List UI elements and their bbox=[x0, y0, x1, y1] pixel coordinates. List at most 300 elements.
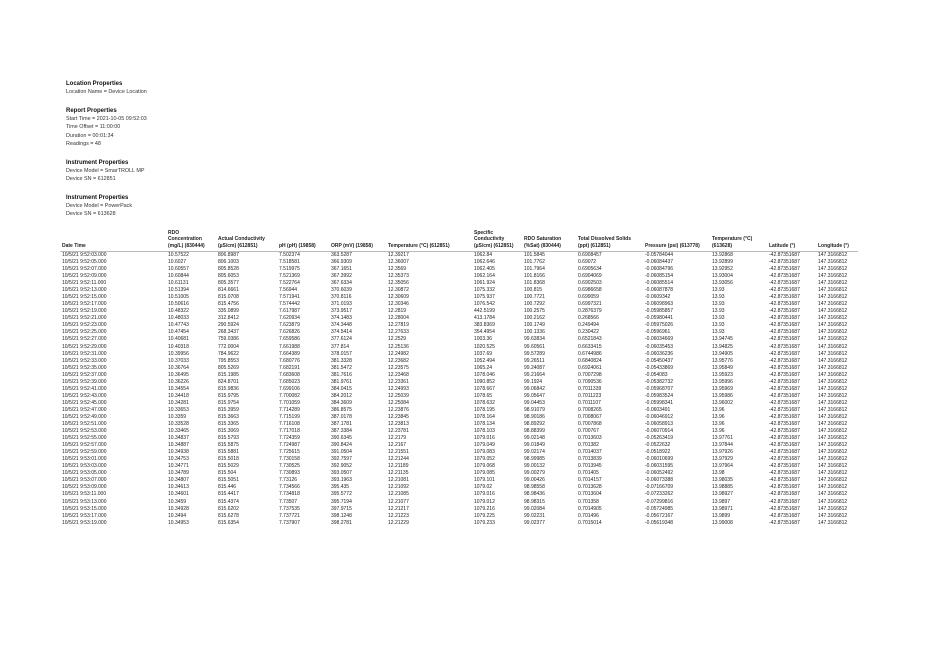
table-cell: 384.0415 bbox=[331, 385, 352, 392]
table-cell: 13.92952 bbox=[712, 265, 733, 272]
table-row bbox=[60, 449, 858, 456]
table-cell: 12.2529 bbox=[388, 336, 407, 343]
table-cell: 100.2162 bbox=[524, 315, 545, 322]
table-cell: -0.06052492 bbox=[645, 470, 674, 477]
section-title: Location Properties bbox=[66, 81, 123, 87]
table-cell: 10.34789 bbox=[168, 470, 189, 477]
table-cell: -42.87351687 bbox=[769, 336, 800, 343]
table-cell: 147.3166812 bbox=[818, 350, 848, 357]
table-cell: 7.664389 bbox=[279, 350, 300, 357]
table-cell: 12.2819 bbox=[388, 308, 407, 315]
table-cell: 98.98315 bbox=[524, 498, 545, 505]
table-cell: 1078.632 bbox=[474, 399, 495, 406]
table-cell: 370.6039 bbox=[331, 287, 352, 294]
table-row bbox=[60, 315, 858, 322]
table-cell: 99.02377 bbox=[524, 519, 545, 526]
table-cell: 10.47743 bbox=[168, 322, 189, 329]
table-cell: 10.39956 bbox=[168, 350, 189, 357]
table-cell: 147.3166812 bbox=[818, 406, 848, 413]
table-cell: -42.87351687 bbox=[769, 350, 800, 357]
table-cell: 1052.494 bbox=[474, 357, 495, 364]
table-cell: 815.0708 bbox=[218, 294, 239, 301]
table-cell: 13.97929 bbox=[712, 456, 733, 463]
table-cell: 0.268566 bbox=[578, 315, 599, 322]
table-cell: 10.36764 bbox=[168, 364, 189, 371]
table-row bbox=[60, 442, 858, 449]
table-cell: 1079.085 bbox=[474, 470, 495, 477]
table-cell: 99.24087 bbox=[524, 364, 545, 371]
table-cell: 10/5/21 9:52:31.000 bbox=[62, 350, 107, 357]
table-cell: 147.3166812 bbox=[818, 428, 848, 435]
table-cell: 13.93056 bbox=[712, 280, 733, 287]
table-cell: -0.05975026 bbox=[645, 322, 674, 329]
table-cell: 10.34807 bbox=[168, 477, 189, 484]
table-cell: 7.680776 bbox=[279, 357, 300, 364]
table-row bbox=[60, 251, 858, 259]
table-cell: 10.34753 bbox=[168, 456, 189, 463]
table-cell: 10.40681 bbox=[168, 336, 189, 343]
table-cell: 10.48033 bbox=[168, 315, 189, 322]
table-cell: 367.3992 bbox=[331, 273, 352, 280]
table-cell: 7.700082 bbox=[279, 392, 300, 399]
table-cell: 10.40318 bbox=[168, 343, 189, 350]
table-cell: 99.26511 bbox=[524, 357, 545, 364]
table-cell: 10/5/21 9:52:27.000 bbox=[62, 336, 107, 343]
table-cell: 12.27633 bbox=[388, 329, 409, 336]
table-row bbox=[60, 308, 858, 315]
table-cell: 815.9754 bbox=[218, 399, 239, 406]
table-cell: -42.87351687 bbox=[769, 456, 800, 463]
table-cell: 12.21092 bbox=[388, 484, 409, 491]
table-cell: 10/5/21 9:52:45.000 bbox=[62, 399, 107, 406]
table-cell: 363.5287 bbox=[331, 251, 352, 258]
table-row bbox=[60, 273, 858, 280]
table-row bbox=[60, 477, 858, 484]
table-cell: 12.21223 bbox=[388, 512, 409, 519]
table-cell: 7.682191 bbox=[279, 364, 300, 371]
property-line: Time Offset = 11:00:00 bbox=[66, 124, 121, 130]
table-row bbox=[60, 463, 858, 470]
table-cell: -0.06031595 bbox=[645, 463, 674, 470]
table-cell: 384.2012 bbox=[331, 392, 352, 399]
table-cell: 13.95849 bbox=[712, 364, 733, 371]
property-section bbox=[66, 194, 366, 219]
table-row bbox=[60, 287, 858, 294]
table-cell: 13.9897 bbox=[712, 498, 731, 505]
table-cell: 0.6521843 bbox=[578, 336, 602, 343]
table-cell: 13.96002 bbox=[712, 399, 733, 406]
table-cell: 10/5/21 9:52:59.000 bbox=[62, 449, 107, 456]
table-row bbox=[60, 322, 858, 329]
table-cell: 7.685023 bbox=[279, 378, 300, 385]
table-cell: 13.96 bbox=[712, 406, 725, 413]
table-cell: 147.3166812 bbox=[818, 399, 848, 406]
table-cell: 13.95969 bbox=[712, 385, 733, 392]
table-cell: 147.3166812 bbox=[818, 336, 848, 343]
readings-table bbox=[60, 230, 858, 527]
table-cell: 99.02084 bbox=[524, 505, 545, 512]
table-cell: 1062.164 bbox=[474, 273, 495, 280]
table-cell: -0.05998341 bbox=[645, 399, 674, 406]
table-cell: 99.00132 bbox=[524, 463, 545, 470]
table-cell: -42.87351687 bbox=[769, 449, 800, 456]
table-cell: 0.7013839 bbox=[578, 456, 602, 463]
table-row bbox=[60, 428, 858, 435]
table-cell: 10/5/21 9:52:17.000 bbox=[62, 301, 107, 308]
table-cell: 12.30346 bbox=[388, 301, 409, 308]
table-cell: 12.23845 bbox=[388, 413, 409, 420]
table-cell: -0.0596961 bbox=[645, 329, 671, 336]
table-cell: 815.5018 bbox=[218, 456, 239, 463]
table-cell: -42.87351687 bbox=[769, 470, 800, 477]
table-cell: 1078.195 bbox=[474, 406, 495, 413]
table-cell: 0.7013603 bbox=[578, 435, 602, 442]
table-cell: -0.06085154 bbox=[645, 273, 674, 280]
table-cell: -42.87351687 bbox=[769, 505, 800, 512]
table-cell: 12.21244 bbox=[388, 456, 409, 463]
table-cell: 13.93 bbox=[712, 322, 725, 329]
table-row bbox=[60, 393, 858, 400]
table-cell: 99.63834 bbox=[524, 336, 545, 343]
table-cell: -0.06070914 bbox=[645, 428, 674, 435]
table-cell: 805.6053 bbox=[218, 273, 239, 280]
table-cell: 0.6902503 bbox=[578, 280, 602, 287]
table-cell: 390.6345 bbox=[331, 435, 352, 442]
table-cell: 147.3166812 bbox=[818, 413, 848, 420]
table-cell: 0.7011107 bbox=[578, 399, 601, 406]
table-cell: 815.504 bbox=[218, 470, 237, 477]
table-cell: 147.3166812 bbox=[818, 449, 848, 456]
table-cell: -42.87351687 bbox=[769, 308, 800, 315]
table-cell: 99.04453 bbox=[524, 399, 545, 406]
table-cell: 12.23468 bbox=[388, 371, 409, 378]
table-cell: 1078.103 bbox=[474, 428, 495, 435]
table-row bbox=[60, 421, 858, 428]
table-cell: 13.94825 bbox=[712, 343, 733, 350]
table-row bbox=[60, 470, 858, 477]
table-cell: -42.87351687 bbox=[769, 435, 800, 442]
table-cell: 10.33528 bbox=[168, 421, 189, 428]
table-cell: 1079.049 bbox=[474, 442, 495, 449]
table-cell: 0.6924061 bbox=[578, 364, 602, 371]
column-header: Date Time bbox=[60, 230, 166, 251]
table-cell: 373.9517 bbox=[331, 308, 352, 315]
table-cell: 1061.924 bbox=[474, 280, 495, 287]
table-cell: 12.3569 bbox=[388, 265, 407, 272]
table-cell: 147.3166812 bbox=[818, 484, 848, 491]
table-cell: -42.87351687 bbox=[769, 251, 800, 258]
column-header: Actual Conductivity (µS/cm) (612851) bbox=[216, 230, 277, 251]
table-cell: 100.815 bbox=[524, 287, 543, 294]
table-cell: 10.34281 bbox=[168, 399, 189, 406]
table-cell: 1065.24 bbox=[474, 364, 493, 371]
table-cell: 13.94745 bbox=[712, 336, 733, 343]
table-cell: 13.98885 bbox=[712, 484, 733, 491]
report-properties bbox=[66, 80, 366, 229]
table-cell: -0.05382732 bbox=[645, 378, 674, 385]
table-cell: 12.30872 bbox=[388, 287, 409, 294]
table-cell: 7.73507 bbox=[279, 498, 298, 505]
table-cell: 381.5472 bbox=[331, 364, 352, 371]
table-row bbox=[60, 484, 858, 491]
table-cell: 371.0193 bbox=[331, 301, 352, 308]
table-cell: 10/5/21 9:53:05.000 bbox=[62, 470, 107, 477]
table-cell: -0.07299816 bbox=[645, 498, 674, 505]
table-cell: 0.230422 bbox=[578, 329, 599, 336]
table-cell: 0.6997321 bbox=[578, 301, 602, 308]
table-cell: 12.28004 bbox=[388, 315, 409, 322]
table-cell: 0.7008265 bbox=[578, 406, 602, 413]
section-title: Instrument Properties bbox=[66, 159, 129, 166]
table-cell: 13.95923 bbox=[712, 371, 733, 378]
table-cell: -0.05433869 bbox=[645, 364, 674, 371]
table-cell: -0.05619348 bbox=[645, 519, 674, 526]
table-cell: 7.734818 bbox=[279, 491, 300, 498]
table-cell: -42.87351687 bbox=[769, 265, 800, 272]
table-cell: 442.5199 bbox=[474, 308, 495, 315]
table-cell: -0.06073388 bbox=[645, 477, 674, 484]
table-cell: 12.21085 bbox=[388, 491, 409, 498]
table-cell: 7.522764 bbox=[279, 280, 300, 287]
table-cell: 147.3166812 bbox=[818, 301, 848, 308]
property-line: Start Time = 2021-10-05 09:52:03 bbox=[66, 115, 147, 122]
table-cell: 10.34554 bbox=[168, 385, 189, 392]
table-cell: 147.3166812 bbox=[818, 470, 848, 477]
table-cell: 101.8166 bbox=[524, 273, 545, 280]
table-cell: 7.617987 bbox=[279, 308, 300, 315]
table-cell: 378.0157 bbox=[331, 350, 352, 357]
table-cell: 10.34418 bbox=[168, 392, 189, 399]
table-row bbox=[60, 266, 858, 273]
table-cell: 12.25039 bbox=[388, 392, 409, 399]
table-cell: 12.23876 bbox=[388, 406, 409, 413]
table-cell: 10/5/21 9:52:43.000 bbox=[62, 392, 107, 399]
table-cell: 7.502374 bbox=[279, 251, 300, 258]
table-cell: 815.3663 bbox=[218, 413, 239, 420]
table-cell: 147.3166812 bbox=[818, 265, 848, 272]
table-cell: 374.1483 bbox=[331, 315, 352, 322]
table-cell: 7.701059 bbox=[279, 399, 300, 406]
table-cell: 99.02148 bbox=[524, 435, 545, 442]
table-cell: 0.6840824 bbox=[578, 357, 602, 364]
table-cell: 395.7194 bbox=[331, 498, 352, 505]
table-row bbox=[60, 301, 858, 308]
table-cell: 7.683608 bbox=[279, 371, 300, 378]
table-cell: 12.30609 bbox=[388, 294, 409, 301]
table-row bbox=[60, 365, 858, 372]
table-cell: -42.87351687 bbox=[769, 322, 800, 329]
table-cell: 12.35056 bbox=[388, 280, 409, 287]
table-cell: 98.98558 bbox=[524, 484, 545, 491]
table-cell: 0.7007868 bbox=[578, 421, 602, 428]
table-cell: 7.715199 bbox=[279, 413, 300, 420]
table-cell: 7.734566 bbox=[279, 484, 300, 491]
table-cell: -42.87351687 bbox=[769, 294, 800, 301]
table-cell: -42.87351687 bbox=[769, 301, 800, 308]
table-cell: 7.724987 bbox=[279, 442, 300, 449]
table-cell: 387.3384 bbox=[331, 428, 352, 435]
table-cell: -42.87351687 bbox=[769, 287, 800, 294]
table-cell: 815.5881 bbox=[218, 449, 239, 456]
table-cell: 147.3166812 bbox=[818, 456, 848, 463]
table-cell: 99.06842 bbox=[524, 385, 545, 392]
property-line: Device Model = PowerPack bbox=[66, 202, 133, 209]
table-cell: 1079.016 bbox=[474, 491, 495, 498]
table-cell: 290.5924 bbox=[218, 322, 239, 329]
table-cell: 147.3166812 bbox=[818, 477, 848, 484]
table-cell: 13.94905 bbox=[712, 350, 733, 357]
table-cell: 147.3166812 bbox=[818, 364, 848, 371]
table-cell: 1078.667 bbox=[474, 385, 495, 392]
table-cell: 13.95996 bbox=[712, 378, 733, 385]
table-cell: 0.249494 bbox=[578, 322, 599, 329]
column-header: Specific Conductivity (µS/cm) (612851) bbox=[472, 230, 522, 251]
table-cell: -42.87351687 bbox=[769, 484, 800, 491]
table-cell: 1037.69 bbox=[474, 350, 493, 357]
table-cell: 381.7616 bbox=[331, 371, 352, 378]
table-row bbox=[60, 358, 858, 365]
table-cell: 10.3494 bbox=[168, 512, 187, 519]
table-cell: 383.8369 bbox=[474, 322, 495, 329]
table-cell: -42.87351687 bbox=[769, 512, 800, 519]
table-cell: 147.3166812 bbox=[818, 287, 848, 294]
table-cell: 0.7011223 bbox=[578, 392, 602, 399]
table-cell: 7.56944 bbox=[279, 287, 298, 294]
table-cell: 147.3166812 bbox=[818, 258, 848, 265]
section-title: Report Properties bbox=[66, 107, 117, 114]
table-cell: 13.96 bbox=[712, 428, 725, 435]
table-cell: 1079.225 bbox=[474, 512, 495, 519]
table-cell: 815.3959 bbox=[218, 406, 239, 413]
table-cell: 13.98035 bbox=[712, 477, 733, 484]
table-cell: 367.1651 bbox=[331, 265, 352, 272]
table-cell: 13.93 bbox=[712, 294, 725, 301]
table-row bbox=[60, 344, 858, 351]
table-cell: 0.7011339 bbox=[578, 385, 602, 392]
table-cell: 12.23781 bbox=[388, 428, 409, 435]
table-cell: 387.0178 bbox=[331, 413, 352, 420]
table-cell: 1078.134 bbox=[474, 421, 495, 428]
table-cell: 10/5/21 9:52:37.000 bbox=[62, 371, 107, 378]
table-cell: -42.87351687 bbox=[769, 428, 800, 435]
table-cell: -0.06085514 bbox=[645, 280, 674, 287]
table-cell: 1062.405 bbox=[474, 265, 495, 272]
table-cell: 1079.016 bbox=[474, 435, 495, 442]
table-cell: 10.48322 bbox=[168, 308, 189, 315]
table-cell: -0.06036236 bbox=[645, 350, 674, 357]
table-cell: 7.716108 bbox=[279, 421, 300, 428]
table-cell: 13.95776 bbox=[712, 357, 733, 364]
table-cell: 13.92868 bbox=[712, 251, 733, 258]
table-row bbox=[60, 351, 858, 358]
table-cell: 98.90186 bbox=[524, 413, 545, 420]
table-cell: 10.50616 bbox=[168, 301, 189, 308]
table-cell: 805.5269 bbox=[218, 364, 239, 371]
table-cell: -42.87351687 bbox=[769, 329, 800, 336]
table-cell: 7.725615 bbox=[279, 449, 300, 456]
table-cell: 0.7007298 bbox=[578, 371, 602, 378]
table-cell: -0.05450437 bbox=[645, 357, 674, 364]
table-cell: 12.21135 bbox=[388, 470, 409, 477]
table-cell: 10/5/21 9:52:11.000 bbox=[62, 280, 107, 287]
property-section bbox=[66, 107, 366, 149]
table-cell: -0.05263419 bbox=[645, 435, 674, 442]
table-cell: -42.87351687 bbox=[769, 364, 800, 371]
column-header: ORP (mV) (19858) bbox=[329, 230, 386, 251]
table-cell: 1079.216 bbox=[474, 505, 495, 512]
table-cell: 1079.012 bbox=[474, 498, 495, 505]
table-cell: 10/5/21 9:52:19.000 bbox=[62, 308, 107, 315]
table-cell: 12.21217 bbox=[388, 505, 409, 512]
table-cell: 10/5/21 9:53:09.000 bbox=[62, 484, 107, 491]
table-cell: 384.3609 bbox=[331, 399, 352, 406]
table-cell: 386.8575 bbox=[331, 406, 352, 413]
table-cell: 101.5845 bbox=[524, 251, 545, 258]
table-cell: 0.7090536 bbox=[578, 378, 602, 385]
table-cell: 98.99985 bbox=[524, 456, 545, 463]
table-cell: 7.737907 bbox=[279, 519, 300, 526]
table-cell: 147.3166812 bbox=[818, 343, 848, 350]
table-cell: -0.06010699 bbox=[645, 456, 674, 463]
table-cell: 0.69072 bbox=[578, 258, 597, 265]
table-cell: -42.87351687 bbox=[769, 413, 800, 420]
table-cell: 10/5/21 9:53:15.000 bbox=[62, 505, 107, 512]
table-cell: -0.06058913 bbox=[645, 421, 674, 428]
table-cell: 377.6124 bbox=[331, 336, 352, 343]
table-cell: 0.2876379 bbox=[578, 308, 602, 315]
column-header: Longitude (°) bbox=[816, 230, 858, 251]
table-cell: 10.57522 bbox=[168, 251, 189, 258]
table-cell: -42.87351687 bbox=[769, 421, 800, 428]
table-cell: 147.3166812 bbox=[818, 378, 848, 385]
table-cell: 99.00426 bbox=[524, 477, 545, 484]
table-cell: 393.1963 bbox=[331, 477, 352, 484]
table-cell: 815.4756 bbox=[218, 301, 239, 308]
table-cell: 10.34613 bbox=[168, 484, 189, 491]
table-cell: 268.3437 bbox=[218, 329, 239, 336]
table-body bbox=[60, 251, 858, 526]
table-cell: 13.93004 bbox=[712, 273, 733, 280]
table-cell: 1062.84 bbox=[474, 251, 493, 258]
table-cell: 0.699059 bbox=[578, 294, 599, 301]
table-cell: 147.3166812 bbox=[818, 322, 848, 329]
table-cell: -0.06035453 bbox=[645, 343, 674, 350]
table-cell: 99.02231 bbox=[524, 512, 545, 519]
table-cell: 0.701496 bbox=[578, 512, 599, 519]
table-cell: 13.93 bbox=[712, 287, 725, 294]
table-cell: 815.3069 bbox=[218, 428, 239, 435]
table-cell: 1003.36 bbox=[474, 336, 493, 343]
table-cell: 10/5/21 9:52:35.000 bbox=[62, 364, 107, 371]
table-cell: 10.3359 bbox=[168, 413, 187, 420]
table-cell: 7.73126 bbox=[279, 477, 298, 484]
table-cell: 0.6904069 bbox=[578, 273, 602, 280]
table-cell: 398.2781 bbox=[331, 519, 352, 526]
table-row bbox=[60, 506, 858, 513]
table-cell: 1076.542 bbox=[474, 301, 495, 308]
table-cell: 147.3166812 bbox=[818, 329, 848, 336]
table-cell: 10/5/21 9:52:25.000 bbox=[62, 329, 107, 336]
table-cell: 7.623879 bbox=[279, 322, 300, 329]
table-cell: -42.87351687 bbox=[769, 357, 800, 364]
table-cell: -42.87351687 bbox=[769, 343, 800, 350]
table-cell: -0.06034669 bbox=[645, 336, 674, 343]
table-cell: 0.7013945 bbox=[578, 463, 602, 470]
table-cell: 13.95986 bbox=[712, 392, 733, 399]
property-line: Readings = 48 bbox=[66, 141, 101, 147]
table-cell: 12.2167 bbox=[388, 442, 407, 449]
property-line: Location Name = Device Location bbox=[66, 89, 147, 95]
